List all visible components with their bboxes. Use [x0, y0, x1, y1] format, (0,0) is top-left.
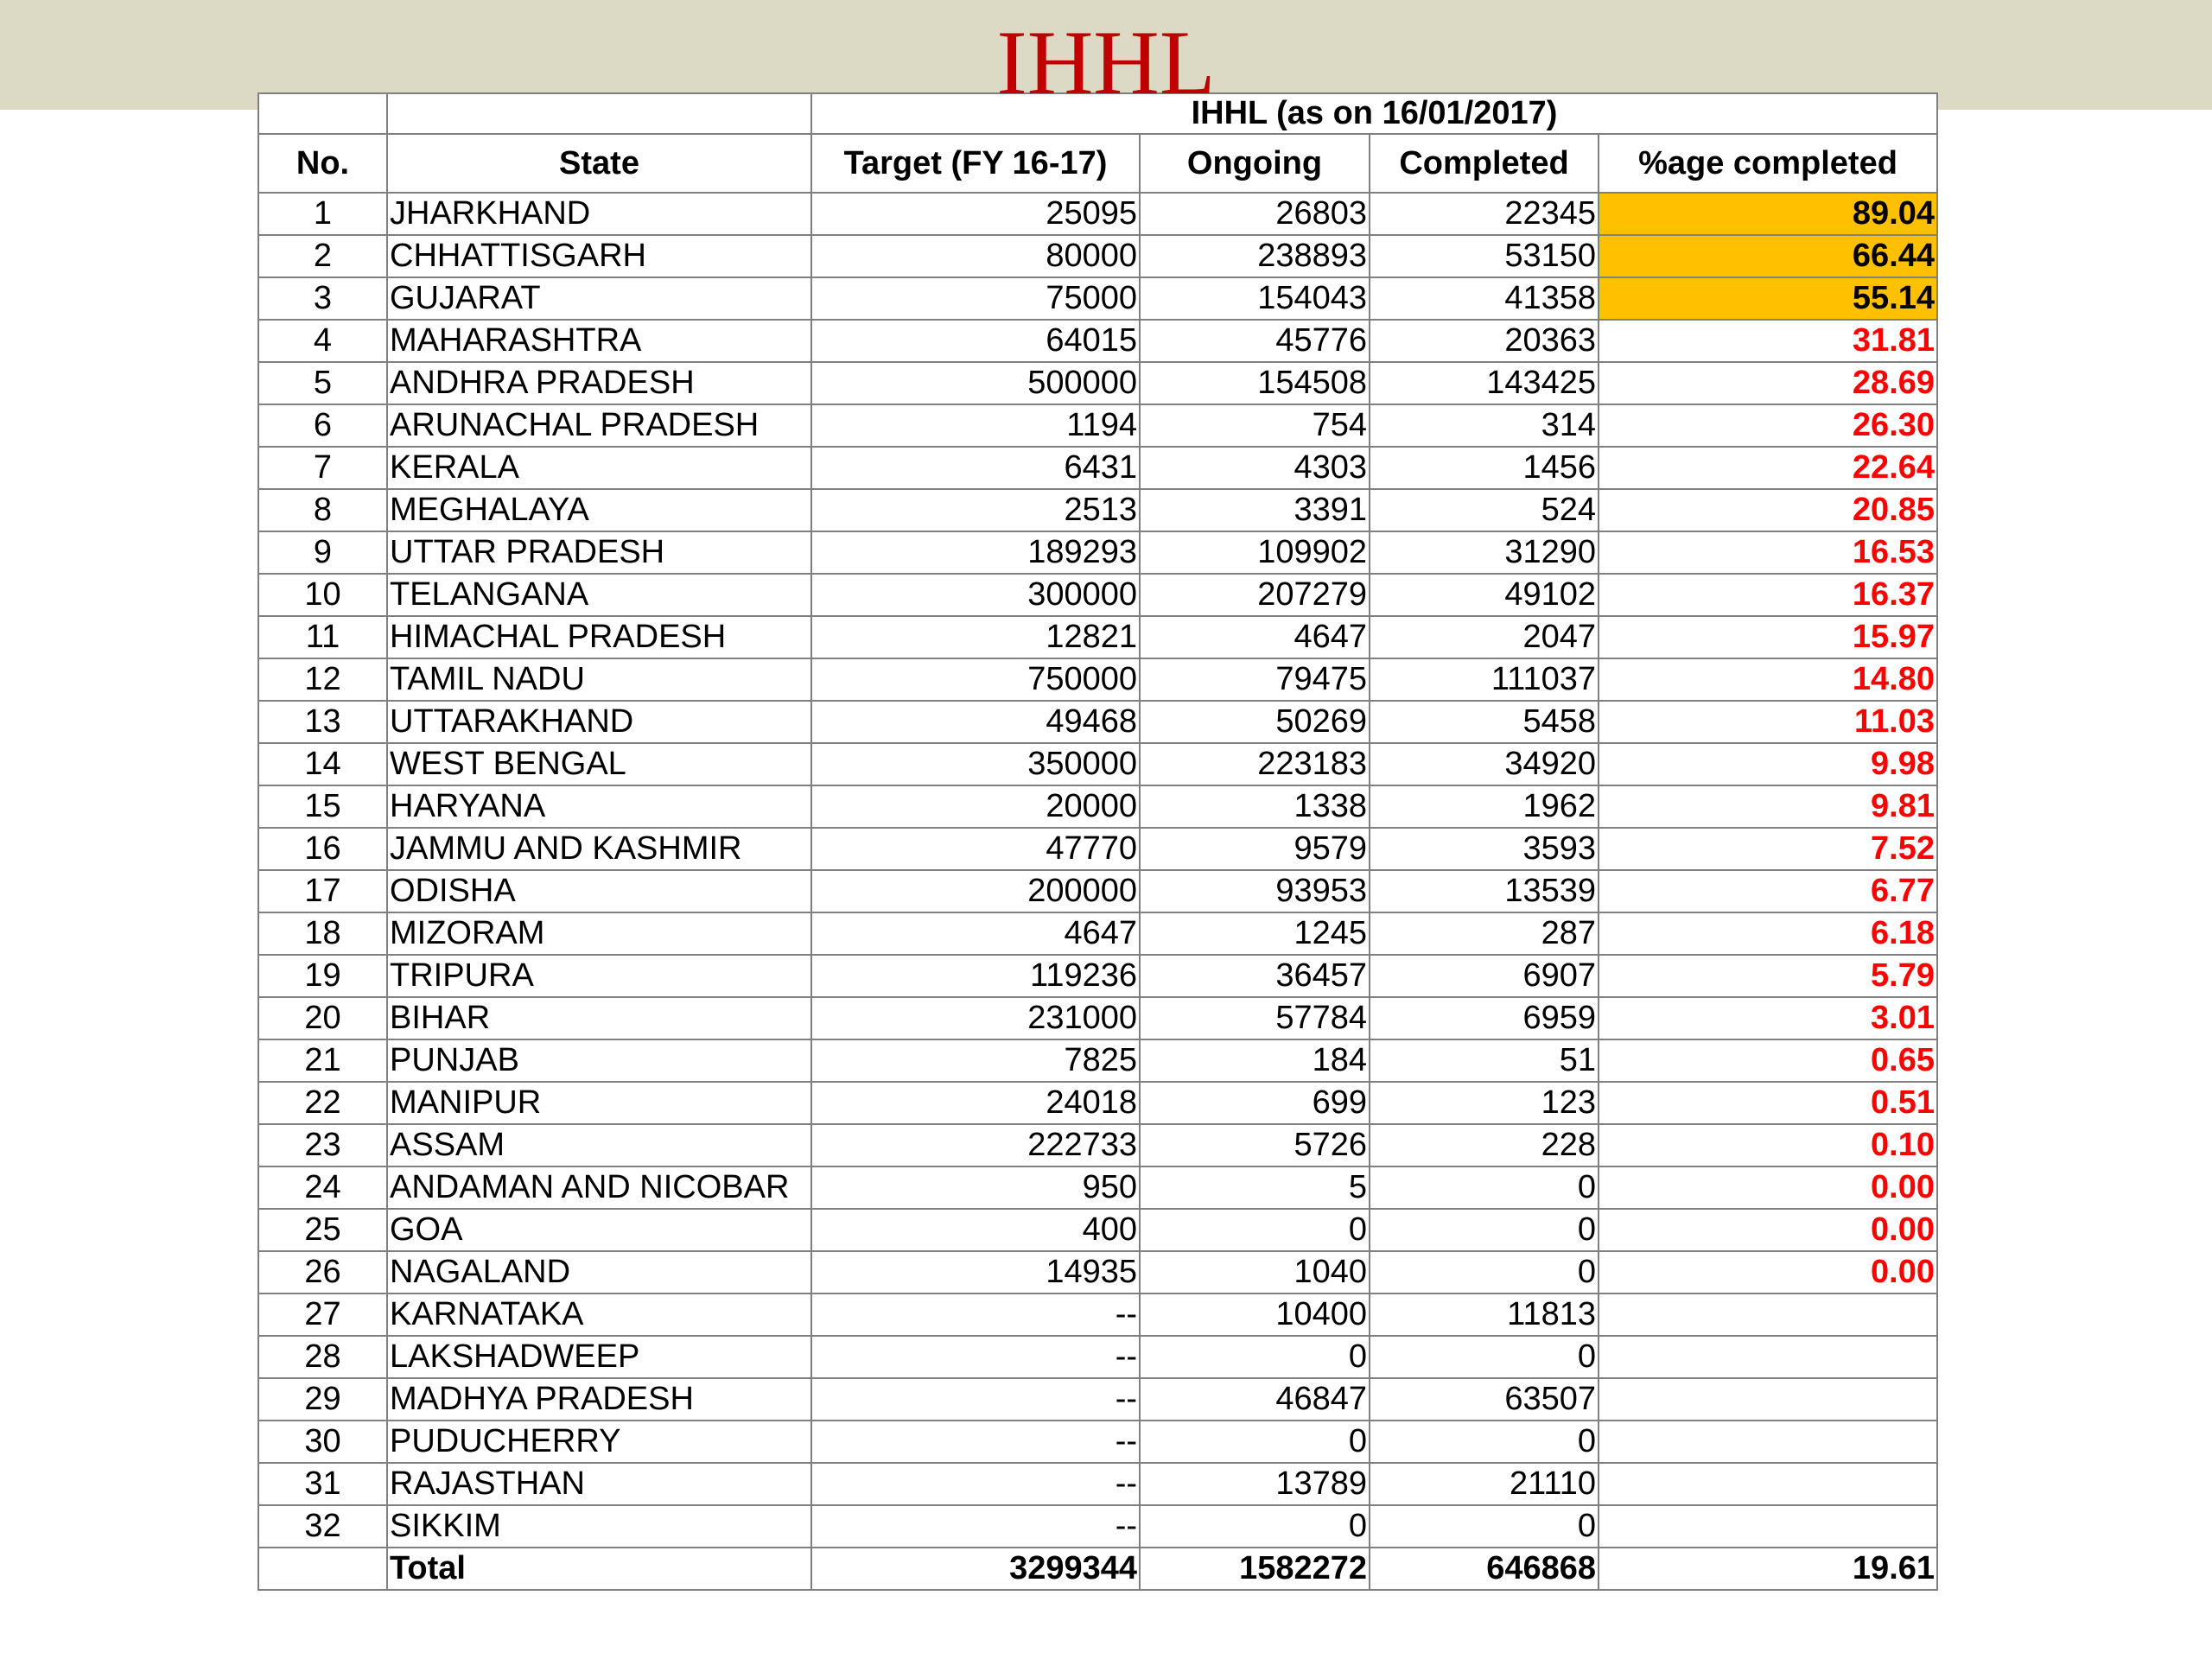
cell-target: 300000: [811, 574, 1140, 616]
cell-completed: 51: [1370, 1039, 1599, 1082]
cell-state: WEST BENGAL: [387, 743, 811, 785]
cell-completed: 0: [1370, 1336, 1599, 1378]
group-header: IHHL (as on 16/01/2017): [811, 93, 1937, 134]
cell-ongoing: 36457: [1140, 955, 1370, 997]
cell-pct: 9.98: [1599, 743, 1937, 785]
cell-state: PUNJAB: [387, 1039, 811, 1082]
cell-ongoing: 5726: [1140, 1124, 1370, 1166]
cell-target: 500000: [811, 362, 1140, 404]
table-column-header-row: [258, 134, 1937, 193]
total-no-cell: [258, 1548, 387, 1590]
cell-no: 3: [258, 277, 387, 320]
cell-completed: 0: [1370, 1505, 1599, 1548]
cell-state: MANIPUR: [387, 1082, 811, 1124]
cell-state: TRIPURA: [387, 955, 811, 997]
cell-state: PUDUCHERRY: [387, 1421, 811, 1463]
cell-ongoing: 46847: [1140, 1378, 1370, 1421]
cell-pct: 66.44: [1599, 235, 1937, 277]
cell-pct: 5.79: [1599, 955, 1937, 997]
cell-completed: 3593: [1370, 828, 1599, 870]
table-row: [258, 1294, 1937, 1336]
cell-state: BIHAR: [387, 997, 811, 1039]
cell-completed: 34920: [1370, 743, 1599, 785]
cell-no: 32: [258, 1505, 387, 1548]
cell-target: 119236: [811, 955, 1140, 997]
table-row: [258, 193, 1937, 235]
cell-ongoing: 50269: [1140, 701, 1370, 743]
cell-no: 6: [258, 404, 387, 447]
cell-state: GUJARAT: [387, 277, 811, 320]
cell-no: 13: [258, 701, 387, 743]
cell-ongoing: 154508: [1140, 362, 1370, 404]
cell-target: 64015: [811, 320, 1140, 362]
cell-pct: 7.52: [1599, 828, 1937, 870]
table-row: [258, 531, 1937, 574]
cell-no: 19: [258, 955, 387, 997]
cell-target: 400: [811, 1209, 1140, 1251]
cell-pct: 16.53: [1599, 531, 1937, 574]
column-header-state: State: [387, 134, 811, 193]
table-row: [258, 320, 1937, 362]
cell-ongoing: 223183: [1140, 743, 1370, 785]
column-header-completed: Completed: [1370, 134, 1599, 193]
cell-no: 31: [258, 1463, 387, 1505]
cell-ongoing: 154043: [1140, 277, 1370, 320]
cell-ongoing: 0: [1140, 1505, 1370, 1548]
cell-completed: 20363: [1370, 320, 1599, 362]
cell-completed: 5458: [1370, 701, 1599, 743]
cell-completed: 53150: [1370, 235, 1599, 277]
cell-state: ARUNACHAL PRADESH: [387, 404, 811, 447]
slide-title: IHHL: [996, 12, 1216, 113]
cell-completed: 0: [1370, 1209, 1599, 1251]
cell-state: ASSAM: [387, 1124, 811, 1166]
cell-completed: 6959: [1370, 997, 1599, 1039]
cell-ongoing: 238893: [1140, 235, 1370, 277]
cell-target: 20000: [811, 785, 1140, 828]
cell-pct: 22.64: [1599, 447, 1937, 489]
cell-pct: [1599, 1378, 1937, 1421]
cell-target: 200000: [811, 870, 1140, 912]
cell-ongoing: 0: [1140, 1421, 1370, 1463]
cell-ongoing: 207279: [1140, 574, 1370, 616]
cell-state: KARNATAKA: [387, 1294, 811, 1336]
table-row: [258, 658, 1937, 701]
cell-target: 350000: [811, 743, 1140, 785]
cell-completed: 1456: [1370, 447, 1599, 489]
cell-pct: 0.00: [1599, 1209, 1937, 1251]
table-row: [258, 447, 1937, 489]
cell-state: UTTAR PRADESH: [387, 531, 811, 574]
cell-no: 18: [258, 912, 387, 955]
table-row: [258, 828, 1937, 870]
cell-target: 49468: [811, 701, 1140, 743]
cell-pct: 3.01: [1599, 997, 1937, 1039]
cell-no: 14: [258, 743, 387, 785]
cell-ongoing: 3391: [1140, 489, 1370, 531]
column-header-ongoing: Ongoing: [1140, 134, 1370, 193]
cell-pct: 89.04: [1599, 193, 1937, 235]
column-header-pct: %age completed: [1599, 134, 1937, 193]
cell-target: 47770: [811, 828, 1140, 870]
table-row: [258, 1124, 1937, 1166]
cell-completed: 524: [1370, 489, 1599, 531]
cell-ongoing: 10400: [1140, 1294, 1370, 1336]
cell-state: JHARKHAND: [387, 193, 811, 235]
cell-no: 7: [258, 447, 387, 489]
table-row: [258, 616, 1937, 658]
table-row: [258, 870, 1937, 912]
cell-completed: 41358: [1370, 277, 1599, 320]
table-row: [258, 404, 1937, 447]
table-row: [258, 1166, 1937, 1209]
total-row: [258, 1548, 1937, 1590]
total-pct: 19.61: [1599, 1548, 1937, 1590]
cell-ongoing: 57784: [1140, 997, 1370, 1039]
cell-ongoing: 754: [1140, 404, 1370, 447]
cell-ongoing: 699: [1140, 1082, 1370, 1124]
cell-completed: 21110: [1370, 1463, 1599, 1505]
cell-target: --: [811, 1336, 1140, 1378]
cell-ongoing: 0: [1140, 1336, 1370, 1378]
cell-completed: 6907: [1370, 955, 1599, 997]
cell-completed: 2047: [1370, 616, 1599, 658]
cell-no: 9: [258, 531, 387, 574]
cell-no: 12: [258, 658, 387, 701]
column-header-no: No.: [258, 134, 387, 193]
cell-pct: 6.18: [1599, 912, 1937, 955]
cell-pct: 20.85: [1599, 489, 1937, 531]
cell-target: 189293: [811, 531, 1140, 574]
cell-state: MIZORAM: [387, 912, 811, 955]
cell-no: 4: [258, 320, 387, 362]
cell-pct: 26.30: [1599, 404, 1937, 447]
cell-state: ANDAMAN AND NICOBAR: [387, 1166, 811, 1209]
column-header-target: Target (FY 16-17): [811, 134, 1140, 193]
cell-completed: 13539: [1370, 870, 1599, 912]
table-body: [258, 193, 1937, 1548]
cell-pct: 6.77: [1599, 870, 1937, 912]
cell-no: 23: [258, 1124, 387, 1166]
cell-state: TELANGANA: [387, 574, 811, 616]
cell-state: ANDHRA PRADESH: [387, 362, 811, 404]
cell-state: UTTARAKHAND: [387, 701, 811, 743]
total-ongoing: 1582272: [1140, 1548, 1370, 1590]
table-row: [258, 1421, 1937, 1463]
cell-state: KERALA: [387, 447, 811, 489]
cell-no: 30: [258, 1421, 387, 1463]
cell-ongoing: 26803: [1140, 193, 1370, 235]
cell-target: 75000: [811, 277, 1140, 320]
table-row: [258, 362, 1937, 404]
cell-completed: 31290: [1370, 531, 1599, 574]
cell-no: 21: [258, 1039, 387, 1082]
cell-completed: 143425: [1370, 362, 1599, 404]
cell-ongoing: 5: [1140, 1166, 1370, 1209]
total-completed: 646868: [1370, 1548, 1599, 1590]
cell-no: 24: [258, 1166, 387, 1209]
cell-pct: [1599, 1505, 1937, 1548]
cell-ongoing: 0: [1140, 1209, 1370, 1251]
table-row: [258, 1251, 1937, 1294]
cell-no: 25: [258, 1209, 387, 1251]
cell-pct: 15.97: [1599, 616, 1937, 658]
cell-ongoing: 109902: [1140, 531, 1370, 574]
cell-ongoing: 93953: [1140, 870, 1370, 912]
cell-no: 10: [258, 574, 387, 616]
cell-state: MADHYA PRADESH: [387, 1378, 811, 1421]
cell-state: CHHATTISGARH: [387, 235, 811, 277]
table-row: [258, 912, 1937, 955]
cell-target: 80000: [811, 235, 1140, 277]
cell-target: 222733: [811, 1124, 1140, 1166]
cell-state: TAMIL NADU: [387, 658, 811, 701]
cell-ongoing: 1245: [1140, 912, 1370, 955]
cell-completed: 0: [1370, 1251, 1599, 1294]
cell-ongoing: 4647: [1140, 616, 1370, 658]
cell-target: 750000: [811, 658, 1140, 701]
table-row: [258, 1463, 1937, 1505]
cell-no: 22: [258, 1082, 387, 1124]
cell-target: 14935: [811, 1251, 1140, 1294]
cell-ongoing: 1338: [1140, 785, 1370, 828]
cell-no: 2: [258, 235, 387, 277]
cell-no: 11: [258, 616, 387, 658]
cell-state: NAGALAND: [387, 1251, 811, 1294]
table-row: [258, 1336, 1937, 1378]
cell-completed: 111037: [1370, 658, 1599, 701]
table-row: [258, 277, 1937, 320]
cell-target: 950: [811, 1166, 1140, 1209]
cell-target: 24018: [811, 1082, 1140, 1124]
cell-no: 8: [258, 489, 387, 531]
cell-target: --: [811, 1378, 1140, 1421]
cell-no: 15: [258, 785, 387, 828]
cell-pct: 0.00: [1599, 1166, 1937, 1209]
cell-pct: 28.69: [1599, 362, 1937, 404]
cell-pct: 0.10: [1599, 1124, 1937, 1166]
cell-pct: 0.00: [1599, 1251, 1937, 1294]
cell-ongoing: 45776: [1140, 320, 1370, 362]
cell-target: 6431: [811, 447, 1140, 489]
table-row: [258, 743, 1937, 785]
cell-target: 4647: [811, 912, 1140, 955]
cell-target: 1194: [811, 404, 1140, 447]
table-row: [258, 574, 1937, 616]
table-row: [258, 235, 1937, 277]
cell-completed: 123: [1370, 1082, 1599, 1124]
cell-completed: 11813: [1370, 1294, 1599, 1336]
cell-target: --: [811, 1421, 1140, 1463]
cell-completed: 1962: [1370, 785, 1599, 828]
cell-no: 5: [258, 362, 387, 404]
cell-target: --: [811, 1463, 1140, 1505]
cell-completed: 22345: [1370, 193, 1599, 235]
cell-pct: 0.51: [1599, 1082, 1937, 1124]
cell-no: 27: [258, 1294, 387, 1336]
cell-target: 2513: [811, 489, 1140, 531]
cell-state: GOA: [387, 1209, 811, 1251]
cell-pct: 55.14: [1599, 277, 1937, 320]
cell-ongoing: 184: [1140, 1039, 1370, 1082]
cell-no: 16: [258, 828, 387, 870]
table-row: [258, 1039, 1937, 1082]
total-label: Total: [387, 1548, 811, 1590]
cell-state: RAJASTHAN: [387, 1463, 811, 1505]
table-row: [258, 1505, 1937, 1548]
cell-pct: 9.81: [1599, 785, 1937, 828]
table-row: [258, 489, 1937, 531]
cell-ongoing: 79475: [1140, 658, 1370, 701]
cell-target: --: [811, 1294, 1140, 1336]
cell-pct: 11.03: [1599, 701, 1937, 743]
table-row: [258, 955, 1937, 997]
cell-state: MEGHALAYA: [387, 489, 811, 531]
cell-no: 17: [258, 870, 387, 912]
cell-pct: 31.81: [1599, 320, 1937, 362]
cell-no: 26: [258, 1251, 387, 1294]
table-row: [258, 1209, 1937, 1251]
total-target: 3299344: [811, 1548, 1140, 1590]
cell-pct: [1599, 1294, 1937, 1336]
cell-pct: [1599, 1463, 1937, 1505]
cell-target: --: [811, 1505, 1140, 1548]
table-row: [258, 997, 1937, 1039]
table-row: [258, 785, 1937, 828]
cell-pct: [1599, 1421, 1937, 1463]
cell-ongoing: 13789: [1140, 1463, 1370, 1505]
cell-no: 29: [258, 1378, 387, 1421]
table-row: [258, 1378, 1937, 1421]
cell-completed: 49102: [1370, 574, 1599, 616]
cell-state: HIMACHAL PRADESH: [387, 616, 811, 658]
cell-state: LAKSHADWEEP: [387, 1336, 811, 1378]
cell-state: MAHARASHTRA: [387, 320, 811, 362]
table-row: [258, 1082, 1937, 1124]
cell-target: 25095: [811, 193, 1140, 235]
cell-completed: 63507: [1370, 1378, 1599, 1421]
cell-no: 1: [258, 193, 387, 235]
cell-no: 20: [258, 997, 387, 1039]
cell-state: SIKKIM: [387, 1505, 811, 1548]
cell-target: 7825: [811, 1039, 1140, 1082]
cell-completed: 0: [1370, 1166, 1599, 1209]
table-row: [258, 701, 1937, 743]
cell-no: 28: [258, 1336, 387, 1378]
cell-state: ODISHA: [387, 870, 811, 912]
cell-target: 231000: [811, 997, 1140, 1039]
cell-completed: 314: [1370, 404, 1599, 447]
cell-pct: 0.65: [1599, 1039, 1937, 1082]
cell-completed: 228: [1370, 1124, 1599, 1166]
cell-completed: 0: [1370, 1421, 1599, 1463]
cell-ongoing: 1040: [1140, 1251, 1370, 1294]
cell-target: 12821: [811, 616, 1140, 658]
ihhl-progress-table: [257, 92, 1938, 1591]
cell-pct: 14.80: [1599, 658, 1937, 701]
cell-state: HARYANA: [387, 785, 811, 828]
cell-ongoing: 4303: [1140, 447, 1370, 489]
cell-state: JAMMU AND KASHMIR: [387, 828, 811, 870]
cell-ongoing: 9579: [1140, 828, 1370, 870]
cell-pct: [1599, 1336, 1937, 1378]
cell-pct: 16.37: [1599, 574, 1937, 616]
cell-completed: 287: [1370, 912, 1599, 955]
